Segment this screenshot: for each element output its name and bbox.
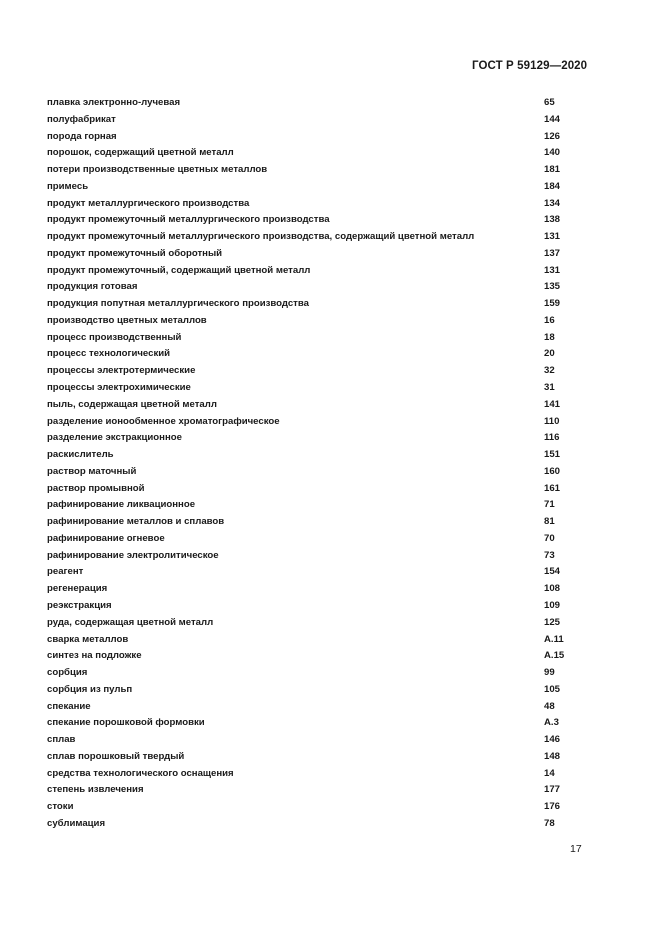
index-entry	[47, 95, 607, 112]
index-reference: 134	[544, 197, 561, 209]
index-reference: 14	[544, 767, 555, 779]
index-entry	[47, 397, 607, 414]
index-term: спекание	[47, 700, 91, 712]
index-term: примесь	[47, 180, 89, 192]
index-entry	[47, 531, 607, 548]
index-term: рафинирование ликвационное	[47, 499, 196, 511]
index-entry	[47, 263, 607, 280]
index-entry	[47, 380, 607, 397]
index-entry	[47, 162, 607, 179]
index-reference: А.15	[544, 650, 565, 662]
index-entry	[47, 129, 607, 146]
index-reference: 125	[544, 616, 561, 628]
index-entry	[47, 514, 607, 531]
index-entry	[47, 799, 607, 816]
index-reference: 16	[544, 314, 555, 326]
index-term: продукт металлургического производства	[47, 197, 250, 209]
index-term: спекание порошковой формовки	[47, 717, 205, 729]
index-entry	[47, 414, 607, 431]
index-reference: 70	[544, 532, 555, 544]
index-reference: А.11	[544, 633, 564, 645]
index-entry	[47, 279, 607, 296]
index-reference: 154	[544, 566, 561, 578]
index-term: сорбция из пульп	[47, 683, 133, 695]
index-term: средства технологического оснащения	[47, 767, 234, 779]
index-reference: 181	[544, 164, 561, 176]
index-entry	[47, 430, 607, 447]
index-entry	[47, 313, 607, 330]
index-entry	[47, 598, 607, 615]
index-reference: 109	[544, 599, 561, 611]
index-entry	[47, 229, 607, 246]
index-reference: 71	[544, 499, 555, 511]
index-reference: 161	[544, 482, 561, 494]
index-reference: 144	[544, 113, 561, 125]
index-term: рафинирование огневое	[47, 532, 165, 544]
index-term: синтез на подложке	[47, 650, 142, 662]
index-entry	[47, 548, 607, 565]
document-header: ГОСТ Р 59129—2020	[472, 60, 588, 72]
index-reference: 116	[544, 432, 560, 444]
index-entry	[47, 179, 607, 196]
alphabetical-index	[47, 95, 607, 833]
index-entry	[47, 581, 607, 598]
page-number: 17	[570, 843, 582, 855]
index-term: сорбция	[47, 667, 88, 679]
index-term: сварка металлов	[47, 633, 129, 645]
index-entry	[47, 464, 607, 481]
index-reference: 131	[544, 231, 561, 243]
index-term: регенерация	[47, 583, 108, 595]
index-reference: 126	[544, 130, 561, 142]
index-entry	[47, 363, 607, 380]
index-term: продукт промежуточный оборотный	[47, 247, 223, 259]
index-term: потери производственные цветных металлов	[47, 164, 268, 176]
index-entry	[47, 715, 607, 732]
index-entry	[47, 246, 607, 263]
index-term: реэкстракция	[47, 599, 112, 611]
index-entry	[47, 330, 607, 347]
index-term: процесс технологический	[47, 348, 171, 360]
index-term: раствор промывной	[47, 482, 145, 494]
index-reference: 131	[544, 264, 561, 276]
index-reference: 184	[544, 180, 561, 192]
index-reference: 78	[544, 817, 555, 829]
index-term: раствор маточный	[47, 465, 137, 477]
index-term: раскислитель	[47, 449, 114, 461]
index-reference: 151	[544, 449, 561, 461]
index-reference: 48	[544, 700, 555, 712]
index-term: производство цветных металлов	[47, 314, 207, 326]
index-entry	[47, 749, 607, 766]
index-term: разделение ионообменное хроматографическое	[47, 415, 280, 427]
index-term: порода горная	[47, 130, 117, 142]
index-reference: 65	[544, 97, 555, 108]
index-reference: 81	[544, 516, 555, 528]
index-term: продукция попутная металлургического производства	[47, 298, 309, 310]
index-entry	[47, 196, 607, 213]
index-term: сублимация	[47, 817, 106, 829]
index-reference: 31	[544, 382, 555, 394]
index-reference: 141	[544, 398, 561, 410]
index-entry	[47, 732, 607, 749]
index-entry	[47, 497, 607, 514]
index-term: стоки	[47, 801, 74, 813]
index-term: процессы электротермические	[47, 365, 196, 377]
index-reference: А.3	[544, 717, 559, 729]
index-term: порошок, содержащий цветной металл	[47, 147, 234, 159]
index-reference: 138	[544, 214, 561, 226]
index-term: продукт промежуточный металлургического производства, содержащий цветной металл	[47, 231, 475, 243]
index-term: продукт промежуточный металлургического производства	[47, 214, 330, 226]
index-term: рафинирование металлов и сплавов	[47, 516, 225, 528]
index-term: степень извлечения	[47, 784, 144, 796]
index-entry	[47, 481, 607, 498]
index-reference: 146	[544, 734, 561, 746]
index-term: сплав порошковый твердый	[47, 750, 185, 762]
index-term: сплав	[47, 734, 76, 746]
index-term: пыль, содержащая цветной металл	[47, 398, 217, 410]
index-term: продукция готовая	[47, 281, 138, 293]
index-entry	[47, 816, 607, 833]
index-entry	[47, 212, 607, 229]
index-term: плавка электронно-лучевая	[47, 97, 181, 108]
index-term: продукт промежуточный, содержащий цветной металл	[47, 264, 311, 276]
index-reference: 177	[544, 784, 561, 796]
index-entry	[47, 665, 607, 682]
index-entry	[47, 145, 607, 162]
index-term: реагент	[47, 566, 84, 578]
index-term: разделение экстракционное	[47, 432, 182, 444]
index-reference: 108	[544, 583, 561, 595]
index-entry	[47, 112, 607, 129]
index-reference: 99	[544, 667, 555, 679]
index-term: рафинирование электролитическое	[47, 549, 219, 561]
index-entry	[47, 699, 607, 716]
index-term: процесс производственный	[47, 331, 182, 343]
index-reference: 160	[544, 465, 561, 477]
index-reference: 176	[544, 801, 561, 813]
index-entry	[47, 782, 607, 799]
index-entry	[47, 346, 607, 363]
index-reference: 105	[544, 683, 561, 695]
index-reference: 148	[544, 750, 561, 762]
index-entry	[47, 564, 607, 581]
index-entry	[47, 648, 607, 665]
index-reference: 135	[544, 281, 561, 293]
index-reference: 18	[544, 331, 555, 343]
index-reference: 140	[544, 147, 561, 159]
index-entry	[47, 766, 607, 783]
index-reference: 110	[544, 415, 560, 427]
index-term: процессы электрохимические	[47, 382, 191, 394]
index-reference: 73	[544, 549, 555, 561]
index-entry	[47, 632, 607, 649]
index-reference: 32	[544, 365, 555, 377]
index-term: полуфабрикат	[47, 113, 116, 125]
index-entry	[47, 296, 607, 313]
index-entry	[47, 682, 607, 699]
index-term: руда, содержащая цветной металл	[47, 616, 214, 628]
index-reference: 20	[544, 348, 555, 360]
index-reference: 159	[544, 298, 561, 310]
index-entry	[47, 615, 607, 632]
index-reference: 137	[544, 247, 561, 259]
index-entry	[47, 447, 607, 464]
